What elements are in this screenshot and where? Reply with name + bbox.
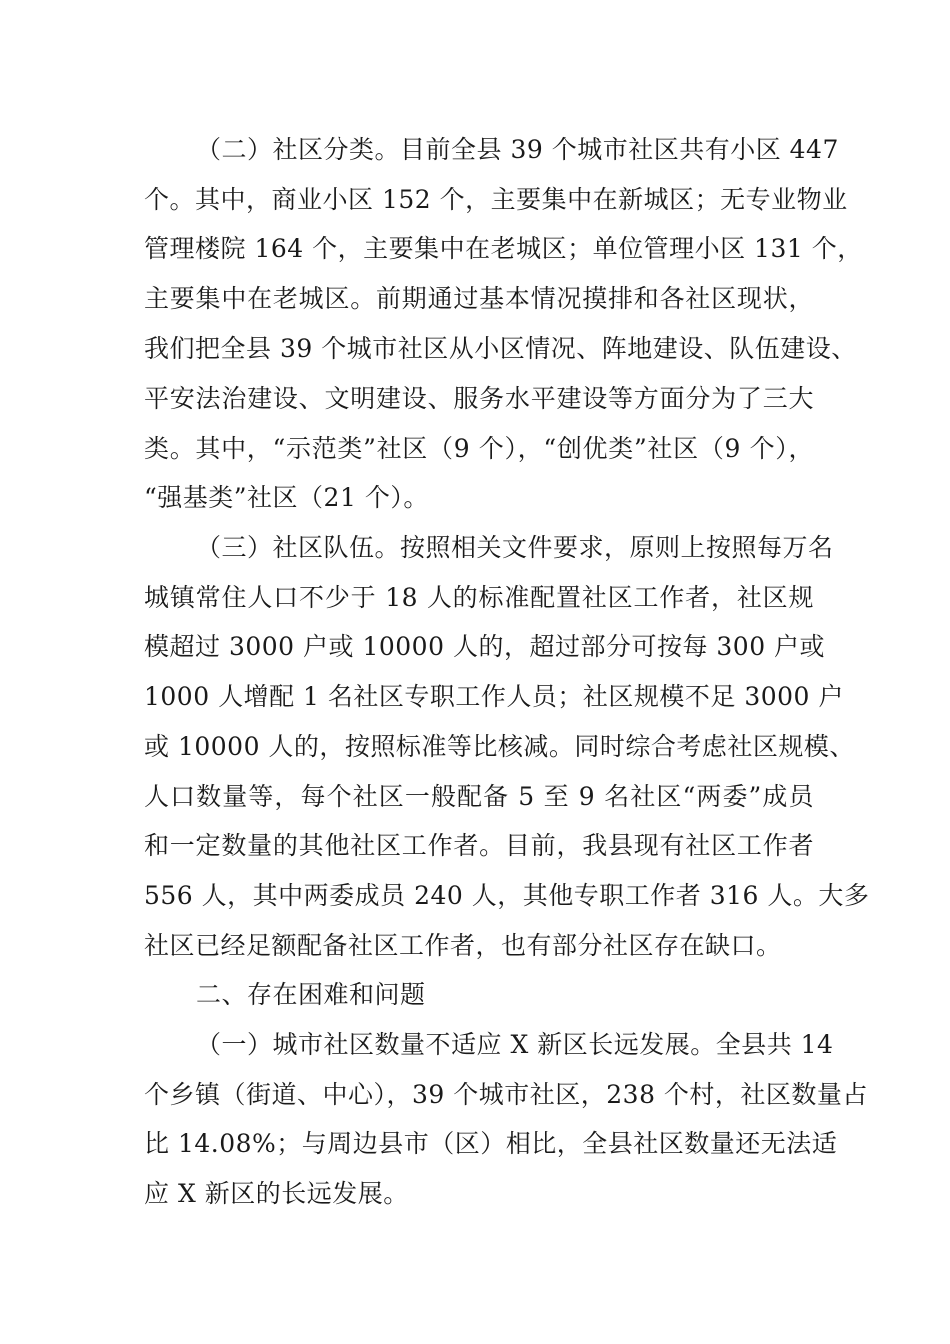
- text-line: 我们把全县 39 个城市社区从小区情况、阵地建设、队伍建设、: [144, 334, 857, 363]
- text-line: 模超过 3000 户或 10000 人的，超过部分可按每 300 户或: [144, 632, 826, 661]
- text-line: 城镇常住人口不少于 18 人的标准配置社区工作者，社区规: [144, 583, 814, 612]
- text-line: 类。其中，“示范类”社区（9 个），“创优类”社区（9 个），: [144, 434, 814, 463]
- text-line: 平安法治建设、文明建设、服务水平建设等方面分为了三大: [144, 384, 814, 413]
- text-line: 和一定数量的其他社区工作者。目前，我县现有社区工作者: [144, 831, 814, 860]
- text-line: 或 10000 人的，按照标准等比核减。同时综合考虑社区规模、: [144, 732, 855, 761]
- text-line: 比 14.08%；与周边县市（区）相比，全县社区数量还无法适: [144, 1129, 838, 1158]
- text-line: 人口数量等，每个社区一般配备 5 至 9 名社区“两委”成员: [144, 782, 814, 811]
- subsection-1-heading-line: （一）城市社区数量不适应 X 新区长远发展。全县共 14: [196, 1030, 834, 1059]
- section-heading-problems: 二、存在困难和问题: [196, 980, 426, 1009]
- text-line: 管理楼院 164 个，主要集中在老城区；单位管理小区 131 个，: [144, 234, 863, 263]
- text-line: 社区已经足额配备社区工作者，也有部分社区存在缺口。: [144, 931, 782, 960]
- section-2-heading-line: （二）社区分类。目前全县 39 个城市社区共有小区 447: [196, 135, 839, 164]
- text-line: 主要集中在老城区。前期通过基本情况摸排和各社区现状，: [144, 284, 814, 313]
- text-line: 个乡镇（街道、中心），39 个城市社区，238 个村，社区数量占: [144, 1080, 868, 1109]
- text-line: 应 X 新区的长远发展。: [144, 1179, 409, 1208]
- text-line: 个。其中，商业小区 152 个，主要集中在新城区；无专业物业: [144, 185, 848, 214]
- text-line: “强基类”社区（21 个）。: [144, 483, 429, 512]
- text-line: 1000 人增配 1 名社区专职工作人员；社区规模不足 3000 户: [144, 682, 844, 711]
- section-3-heading-line: （三）社区队伍。按照相关文件要求，原则上按照每万名: [196, 533, 834, 562]
- text-line: 556 人，其中两委成员 240 人，其他专职工作者 316 人。大多: [144, 881, 870, 910]
